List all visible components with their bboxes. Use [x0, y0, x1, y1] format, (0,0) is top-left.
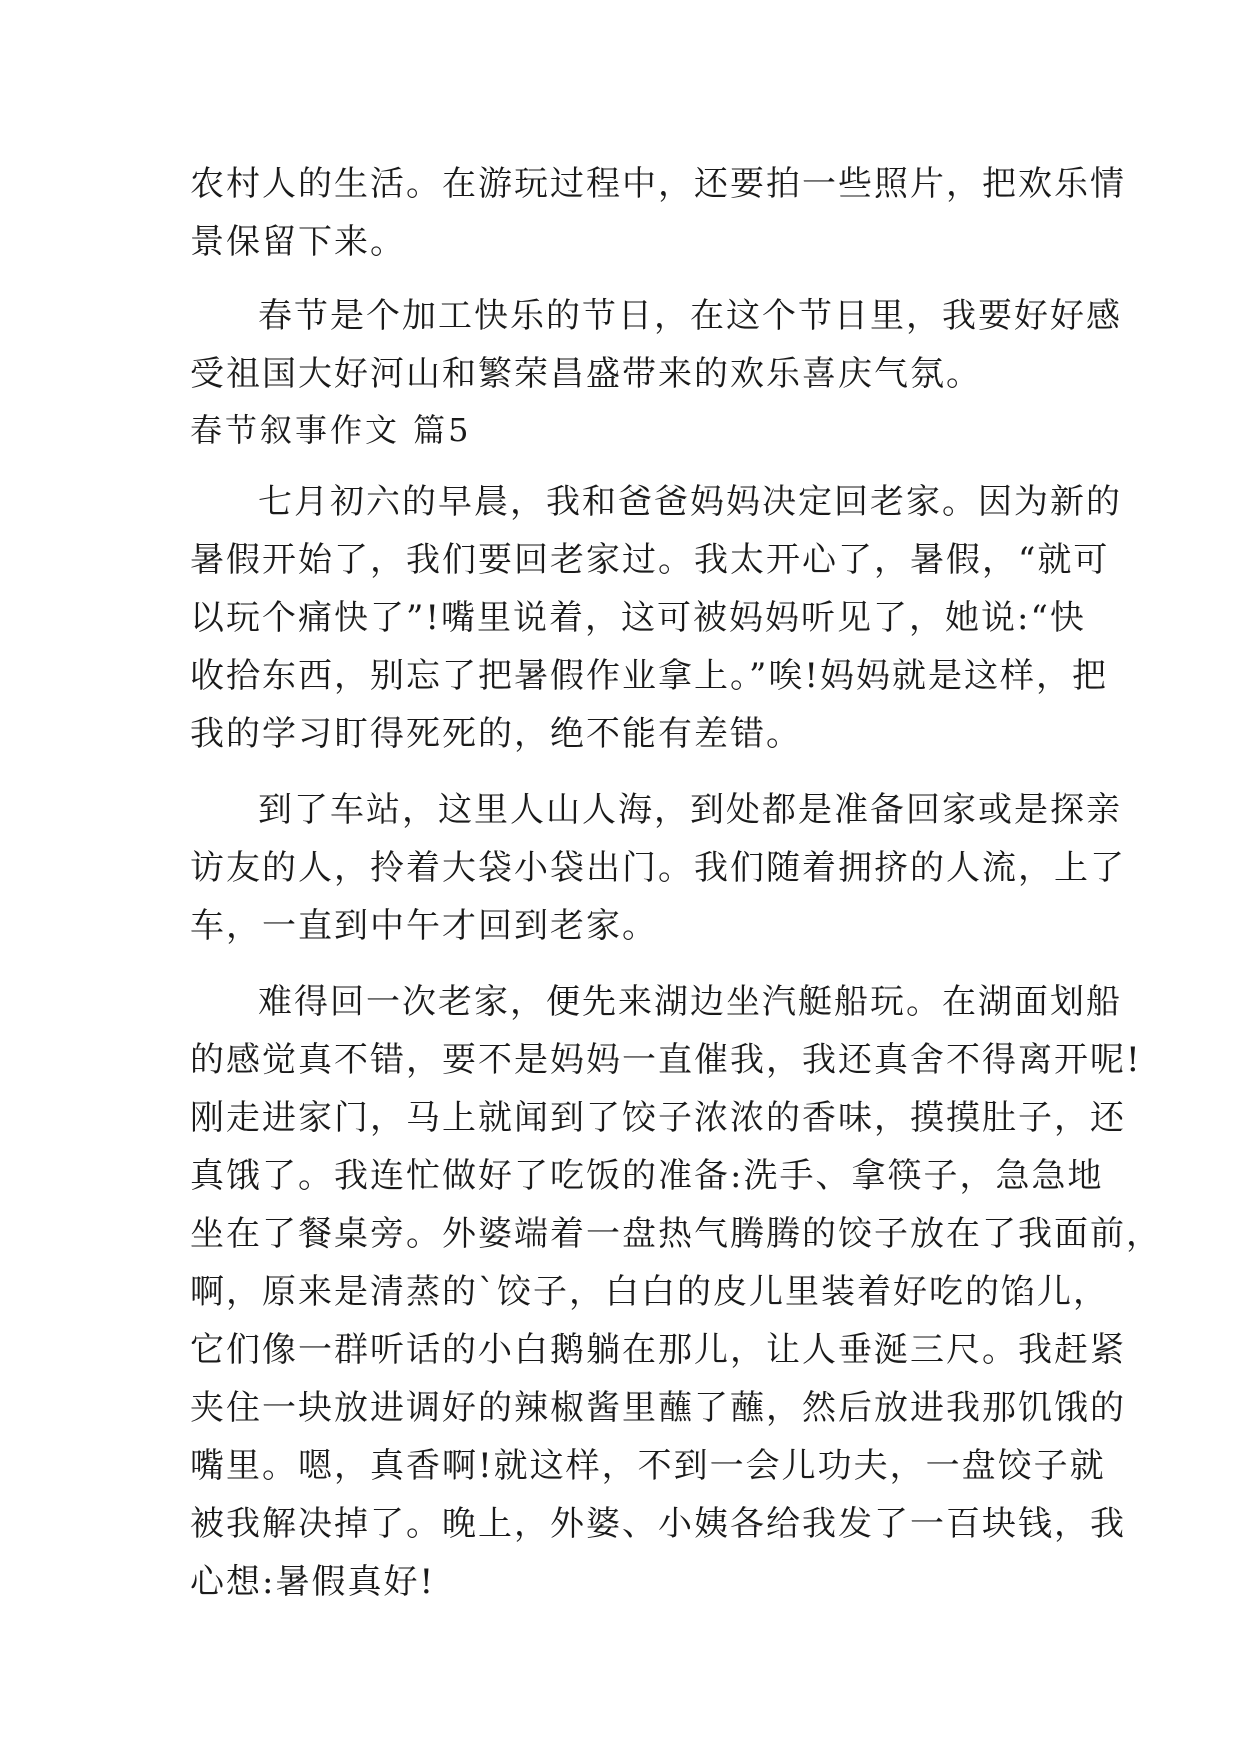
- text-line: 受祖国大好河山和繁荣昌盛带来的欢乐喜庆气氛。: [190, 354, 982, 394]
- text-line: 坐在了餐桌旁。外婆端着一盘热气腾腾的饺子放在了我面前，: [190, 1214, 1162, 1254]
- text-line: 农村人的生活。在游玩过程中，还要拍一些照片，把欢乐情: [190, 164, 1126, 204]
- text-line: 我的学习盯得死死的，绝不能有差错。: [190, 714, 802, 754]
- text-line: 真饿了。我连忙做好了吃饭的准备:洗手、拿筷子，急急地: [190, 1156, 1104, 1196]
- text-line: 嘴里。嗯，真香啊!就这样，不到一会儿功夫，一盘饺子就: [190, 1446, 1106, 1486]
- text-line: 啊，原来是清蒸的`饺子，白白的皮儿里装着好吃的馅儿，: [190, 1272, 1109, 1312]
- text-line: 车，一直到中午才回到老家。: [190, 906, 658, 946]
- text-line: 以玩个痛快了”!嘴里说着，这可被妈妈听见了，她说:“快: [190, 598, 1086, 638]
- text-line: 心想:暑假真好!: [190, 1562, 436, 1602]
- text-line: 暑假开始了，我们要回老家过。我太开心了，暑假，“就可: [190, 540, 1110, 580]
- text-line: 夹住一块放进调好的辣椒酱里蘸了蘸，然后放进我那饥饿的: [190, 1388, 1126, 1428]
- text-line: 访友的人，拎着大袋小袋出门。我们随着拥挤的人流，上了: [190, 848, 1126, 888]
- text-line: 到了车站，这里人山人海，到处都是准备回家或是探亲: [258, 790, 1122, 830]
- text-line: 难得回一次老家，便先来湖边坐汽艇船玩。在湖面划船: [258, 982, 1122, 1022]
- section-heading: 春节叙事作文 篇5: [190, 411, 472, 449]
- text-line: 七月初六的早晨，我和爸爸妈妈决定回老家。因为新的: [258, 482, 1122, 522]
- text-line: 收拾东西，别忘了把暑假作业拿上。”唉!妈妈就是这样，把: [190, 656, 1109, 696]
- text-line: 刚走进家门，马上就闻到了饺子浓浓的香味，摸摸肚子，还: [190, 1098, 1126, 1138]
- text-line: 春节是个加工快乐的节日，在这个节日里，我要好好感: [258, 296, 1122, 336]
- text-line: 它们像一群听话的小白鹅躺在那儿，让人垂涎三尺。我赶紧: [190, 1330, 1126, 1370]
- text-line: 被我解决掉了。晚上，外婆、小姨各给我发了一百块钱，我: [190, 1504, 1126, 1544]
- text-line: 的感觉真不错，要不是妈妈一直催我，我还真舍不得离开呢!: [190, 1040, 1142, 1080]
- text-line: 景保留下来。: [190, 222, 406, 262]
